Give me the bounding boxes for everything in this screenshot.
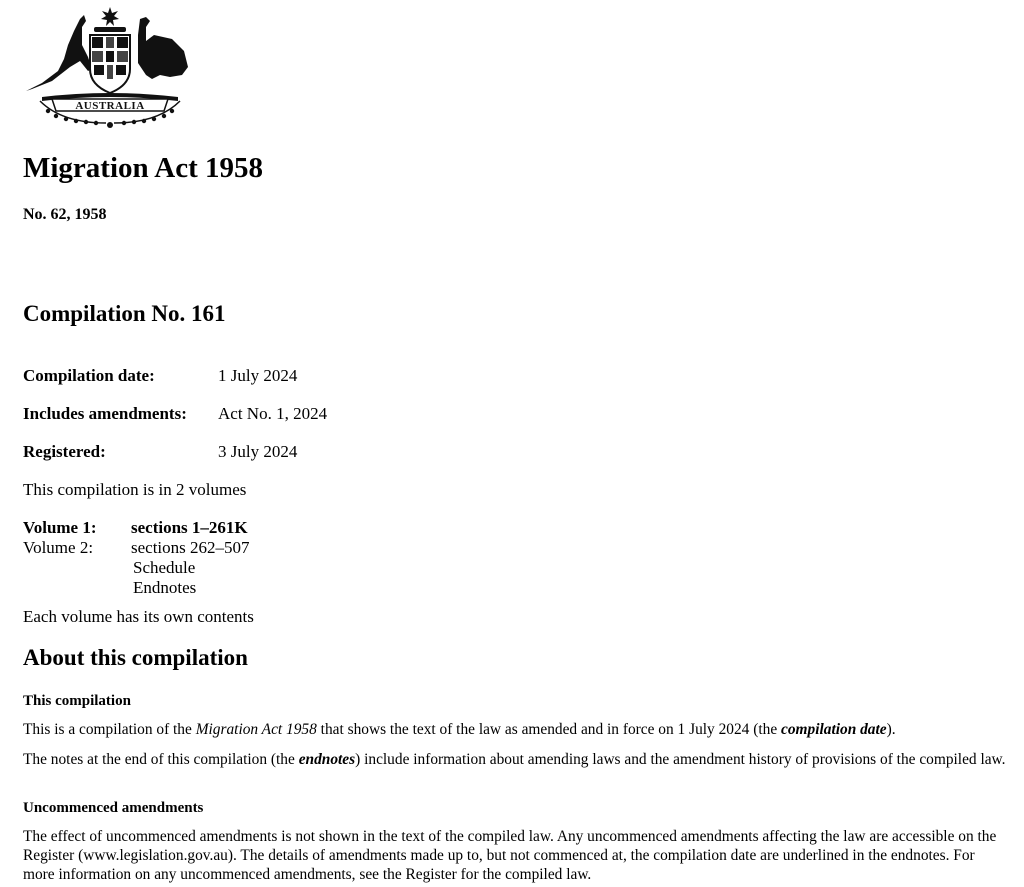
this-compilation-paragraph-2: The notes at the end of this compilation (the endnotes) include information about amending laws and the amendment history of provisions of the compiled law. xyxy=(23,751,1006,768)
this-compilation-heading: This compilation xyxy=(23,693,131,709)
volume-1-value: sections 1–261K xyxy=(131,518,248,537)
defined-term: endnotes xyxy=(298,751,356,768)
emu-icon xyxy=(138,17,188,79)
star-icon xyxy=(101,7,119,26)
uncommenced-paragraph: The effect of uncommenced amendments is not shown in the text of the compiled law. Any uncommenced amendments affecting the law are accessible on the Register (www.legislation.gov.au). The details of amendments made up to, but not commenced at, the compilation date are underlined in the endnotes. For more information on any uncommenced amendments, see the Register for the compiled law. xyxy=(23,828,997,883)
kangaroo-icon xyxy=(26,15,92,91)
act-number: No. 62, 1958 xyxy=(23,206,107,223)
volumes-intro: This compilation is in 2 volumes xyxy=(23,480,247,499)
compilation-date-value: 1 July 2024 xyxy=(218,366,298,385)
about-heading: About this compilation xyxy=(23,645,248,670)
this-compilation-paragraph-1: This is a compilation of the Migration Act 1958 that shows the text of the law as amended and in force on 1 July 2024 (the compilation date). xyxy=(23,721,896,738)
volume-2-endnotes: Endnotes xyxy=(133,578,197,597)
coat-of-arms-logo xyxy=(22,5,194,129)
act-name: Migration Act 1958 xyxy=(195,721,317,738)
crest-label: AUSTRALIA xyxy=(75,100,145,112)
compilation-date-label: Compilation date: xyxy=(23,366,155,385)
volume-2-label: Volume 2: xyxy=(23,538,94,557)
volume-1-label: Volume 1: xyxy=(23,518,97,537)
volumes-note: Each volume has its own contents xyxy=(23,607,254,626)
volume-2-schedule: Schedule xyxy=(133,558,196,577)
uncommenced-heading: Uncommenced amendments xyxy=(23,800,204,816)
act-title: Migration Act 1958 xyxy=(23,152,264,184)
defined-term: compilation date xyxy=(781,721,887,738)
registered-value: 3 July 2024 xyxy=(218,442,298,461)
includes-amendments-value: Act No. 1, 2024 xyxy=(218,404,328,423)
volume-2-value: sections 262–507 xyxy=(131,538,250,557)
compilation-heading: Compilation No. 161 xyxy=(23,301,226,326)
registered-label: Registered: xyxy=(23,442,106,461)
includes-amendments-label: Includes amendments: xyxy=(23,404,187,423)
